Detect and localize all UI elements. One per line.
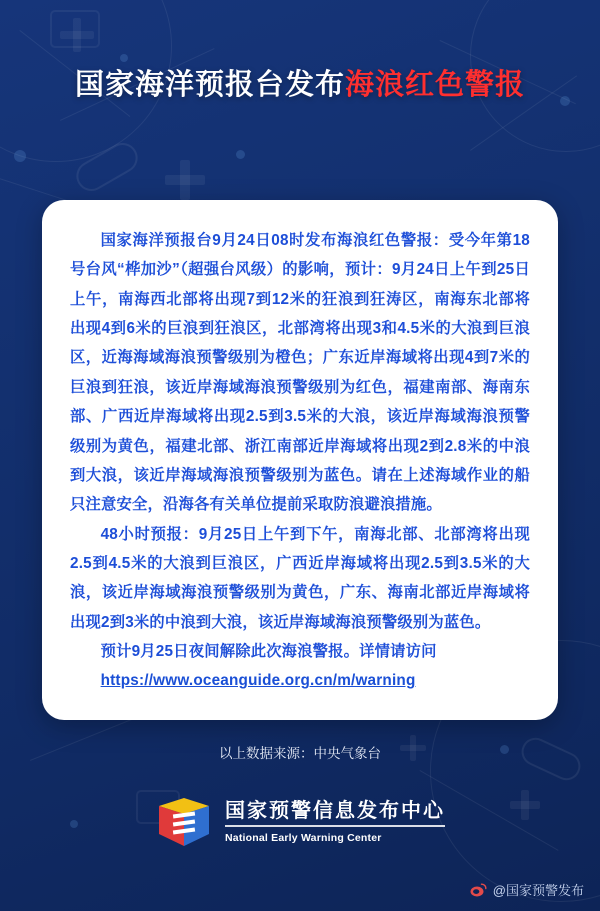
announcement-card [42, 200, 558, 720]
early-warning-center-logo-icon [155, 796, 213, 848]
logo-divider [225, 825, 445, 827]
poster-header [0, 62, 600, 103]
weibo-handle[interactable]: @国家预警发布 [492, 883, 584, 898]
organization-logo-block [0, 796, 600, 848]
title-prefix: 国家海洋预报台发布 [74, 69, 345, 101]
decorative-dot [14, 150, 26, 162]
weibo-icon [470, 883, 487, 897]
weibo-icon-svg [470, 883, 487, 897]
medical-kit-icon [50, 10, 100, 48]
weibo-watermark [470, 880, 584, 899]
logo-svg [155, 796, 213, 848]
announcement-paragraph-2: 48小时预报：9月25日上午到下午，南海北部、北部湾将出现2.5到4.5米的大浪到巨浪区，广西近岸海域将出现2.5到3.5米的大浪，该近岸海域海浪预警级别为黄色，广东、海南北部近岸海域将出现2到3米的中浪到大浪，该近岸海域海浪预警级别为蓝色。 [70, 525, 530, 631]
warning-detail-link[interactable]: https://www.oceanguide.org.cn/m/warning [100, 672, 416, 690]
source-note: 以上数据来源：中央气象台 [219, 746, 381, 761]
medical-cross-icon [165, 160, 205, 200]
organization-name-cn: 国家预警信息发布中心 [225, 799, 445, 822]
decorative-dot [236, 150, 245, 159]
pill-icon [71, 138, 143, 197]
announcement-body [70, 226, 530, 696]
page-title [75, 62, 525, 103]
announcement-paragraph-3-text: 预计9月25日夜间解除此次海浪警报。详情请访问 [100, 643, 437, 661]
title-highlight: 海浪红色警报 [345, 69, 526, 101]
announcement-link-row [70, 666, 530, 695]
organization-name-en: National Early Warning Center [225, 831, 382, 844]
organization-name [225, 800, 445, 845]
medical-cross-icon [60, 18, 94, 52]
decorative-dot [120, 54, 128, 62]
announcement-paragraph-1: 国家海洋预报台9月24日08时发布海浪红色警报：受今年第18号台风“桦加沙”（超强台风级）的影响，预计：9月24日上午到25日上午，南海西北部将出现7到12米的狂浪到狂涛区，南海东北部将出现4到6米的巨浪到狂浪区，北部湾将出现3和4.5米的大浪到巨浪区，近海海域海浪预警级别为橙色；广东近岸海域将出现4到7米的巨浪到狂浪，该近岸海域海浪预警级别为红色，福建南部、海南东部、广西近岸海域将出现2.5到3.5米的大浪，该近岸海域海浪预警级别为黄色，福建北部、浙江南部近岸海域将出现2到2.8米的中浪到大浪，该近岸海域海浪预警级别为蓝色。请在上述海域作业的船只注意安全，沿海各有关单位提前采取防浪避浪措施。 [70, 232, 530, 514]
announcement-paragraph-3 [70, 637, 530, 666]
